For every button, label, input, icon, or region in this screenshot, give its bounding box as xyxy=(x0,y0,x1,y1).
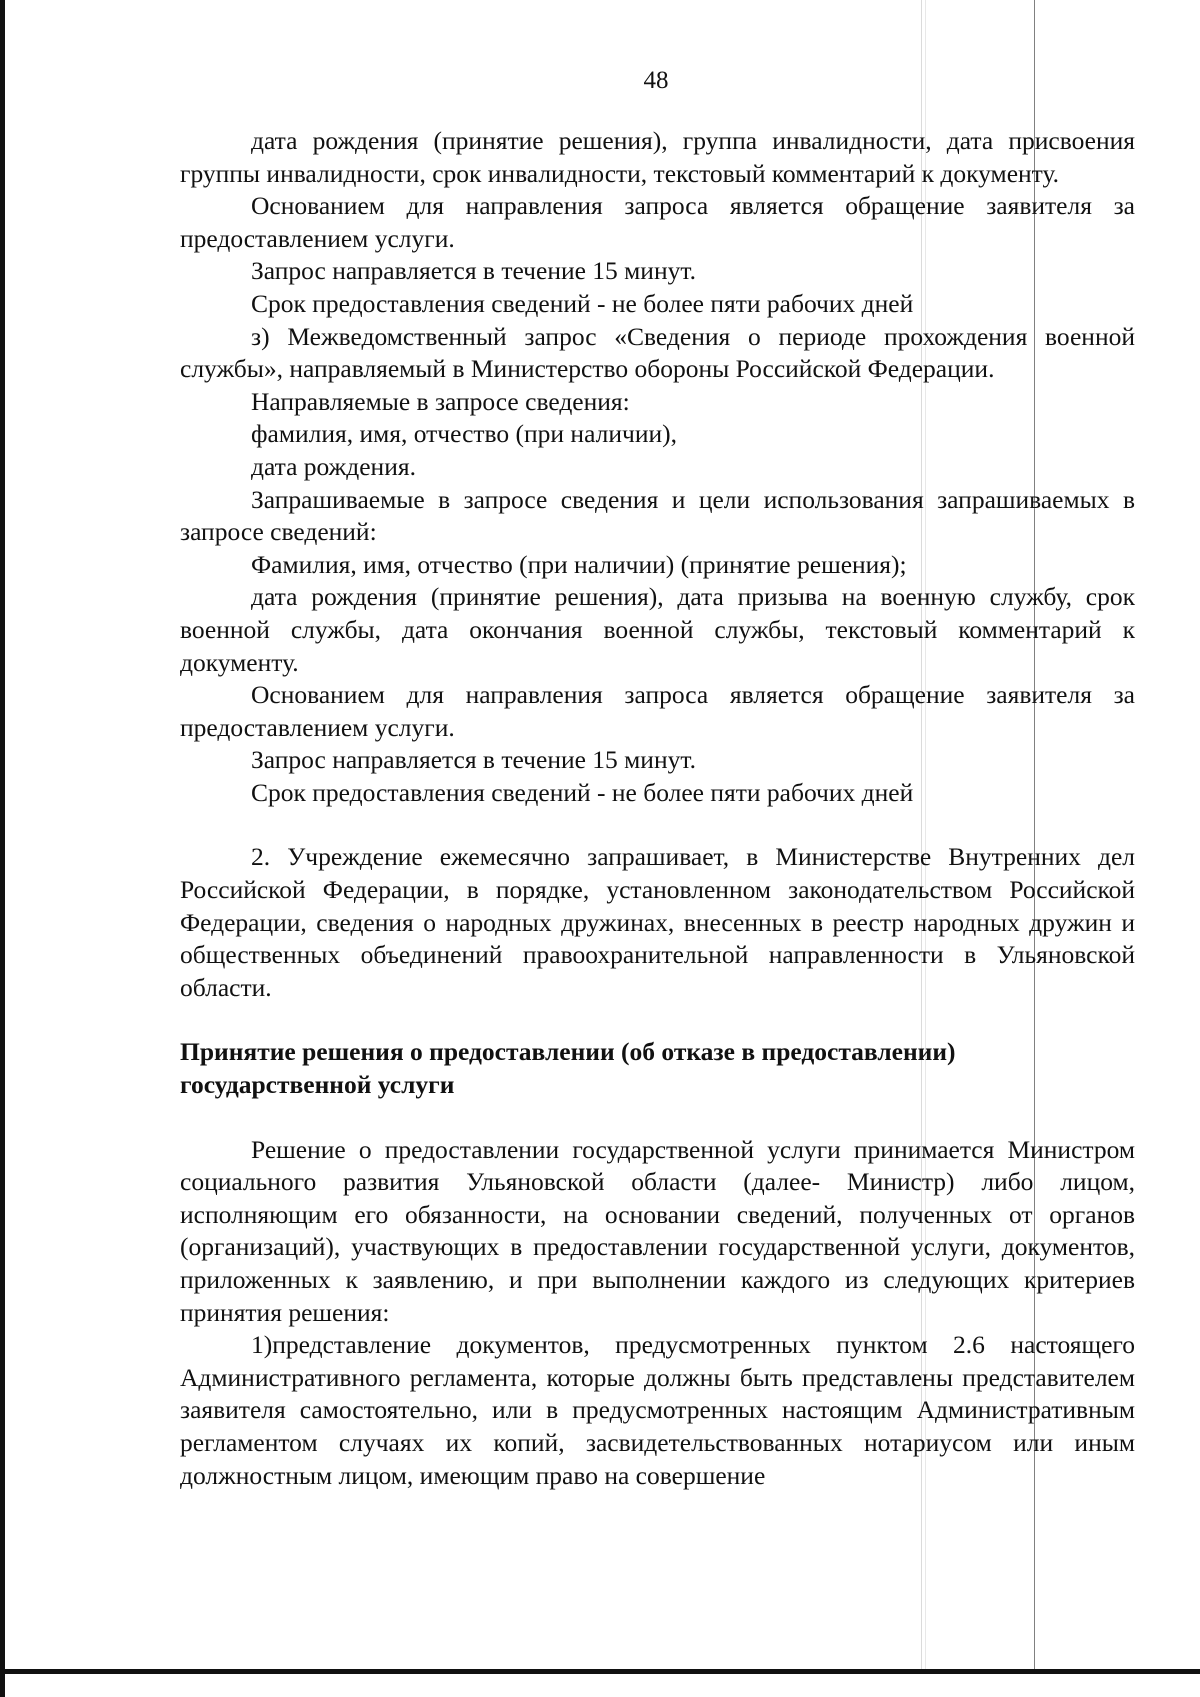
spacer xyxy=(180,809,1135,841)
paragraph: 2. Учреждение ежемесячно запрашивает, в Министерстве Внутренних дел Российской Федерации, в порядке, установленном законодательством Российской Федерации, сведения о народных дружинах, внесенных в реестр народных дружин и общественных объединений правоохранительной направленности в Ульяновской области. xyxy=(180,842,1135,1002)
page-border-bottom xyxy=(0,1669,1200,1674)
page-number: 48 xyxy=(643,67,669,94)
paragraph: Срок предоставления сведений - не более пяти рабочих дней xyxy=(251,288,914,318)
paragraph: дата рождения (принятие решения), группа инвалидности, дата присвоения группы инвалидности, срок инвалидности, текстовый комментарий к документу. xyxy=(180,126,1135,188)
section-heading-line: Принятие решения о предоставлении (об отказе в предоставлении) xyxy=(180,1037,956,1067)
section-heading-line: государственной услуги xyxy=(180,1070,455,1100)
paragraph: з) Межведомственный запрос «Сведения о периоде прохождения военной службы», направляемый в Министерство обороны Российской Федерации. xyxy=(180,321,1135,384)
paragraph: Направляемые в запросе сведения: xyxy=(251,386,630,416)
document-body xyxy=(180,125,1135,1492)
paragraph: Решение о предоставлении государственной услуги принимается Министром социального развития Ульяновской области (далее- Министр) либо лицом, исполняющим его обязанности, на основании сведений, полученных от органов (организаций), участвующих в предоставлении государственной услуги, документов, приложенных к заявлению, и при выполнении каждого из следующих критериев принятия решения: xyxy=(180,1134,1135,1327)
paragraph: дата рождения (принятие решения), дата призыва на военную службу, срок военной службы, дата окончания военной службы, текстовый комментарий к документу. xyxy=(180,582,1135,677)
paragraph: Основанием для направления запроса является обращение заявителя за предоставлением услуги. xyxy=(180,191,1135,253)
paragraph: фамилия, имя, отчество (при наличии), xyxy=(251,419,677,449)
section-heading xyxy=(180,1036,1135,1101)
paragraph: Запрос направляется в течение 15 минут. xyxy=(251,256,696,286)
spacer xyxy=(180,1102,1135,1134)
paragraph: Основанием для направления запроса является обращение заявителя за предоставлением услуги. xyxy=(180,680,1135,742)
paragraph: Фамилия, имя, отчество (при наличии) (принятие решения); xyxy=(251,549,907,579)
spacer xyxy=(180,1004,1135,1036)
paragraph: Запрос направляется в течение 15 минут. xyxy=(251,745,696,775)
page-border-left xyxy=(0,0,5,1697)
paragraph: Срок предоставления сведений - не более пяти рабочих дней xyxy=(251,777,914,807)
paragraph: дата рождения. xyxy=(251,451,416,481)
paragraph: 1)представление документов, предусмотренных пунктом 2.6 настоящего Административного регламента, которые должны быть представлены представителем заявителя самостоятельно, или в предусмотренных настоящим Административным регламентом случаях их копий, засвидетельствованных нотариусом или иным должностным лицом, имеющим право на совершение xyxy=(180,1330,1135,1490)
paragraph: Запрашиваемые в запросе сведения и цели использования запрашиваемых в запросе сведений: xyxy=(180,484,1135,547)
